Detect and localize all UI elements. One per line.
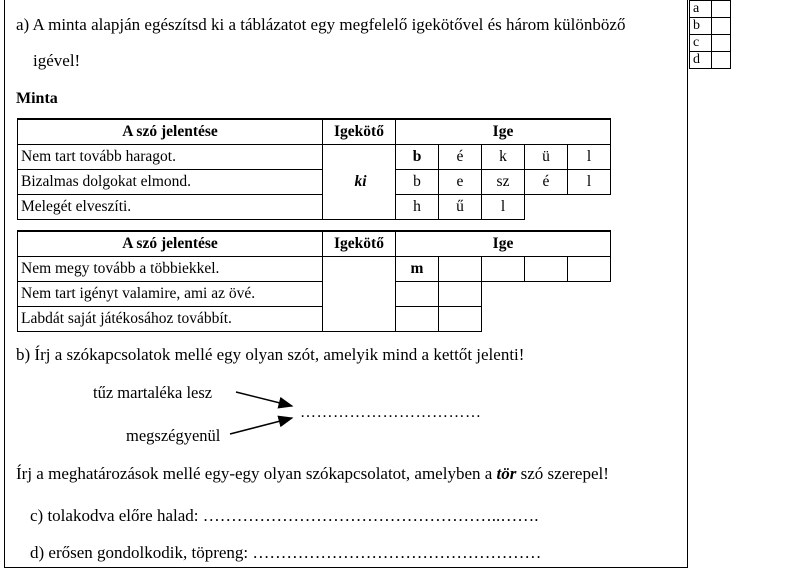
- letter-cell: b: [396, 145, 439, 170]
- header-verb: Ige: [396, 231, 611, 257]
- score-label-c: c: [690, 35, 712, 52]
- letter-cell: ü: [525, 145, 568, 170]
- meaning-cell: Labdát saját játékosához továbbít.: [18, 307, 323, 332]
- header-verb: Ige: [396, 119, 611, 145]
- score-label-a: a: [690, 1, 712, 18]
- meaning-cell: Nem tart tovább haragot.: [18, 145, 323, 170]
- task-a-instruction-cont: igével!: [33, 51, 81, 70]
- phrase-1: tűz martaléka lesz: [93, 383, 213, 402]
- task-c-line[interactable]: c) tolakodva előre halad: ……………………………………………..…….: [30, 506, 539, 525]
- letter-cell: l: [568, 145, 611, 170]
- letter-cell: e: [439, 170, 482, 195]
- score-label-d: d: [690, 52, 712, 69]
- phrase-2: megszégyenül: [126, 426, 221, 445]
- task-d-line[interactable]: d) erősen gondolkodik, töpreng: ……………………………………………: [30, 543, 542, 562]
- task-b-instruction: b) Írj a szókapcsolatok mellé egy olyan szót, amelyik mind a kettőt jelenti!: [16, 345, 525, 364]
- letter-cell: h: [396, 195, 439, 220]
- letter-cell: m: [396, 257, 439, 282]
- meaning-cell: Nem tart igényt valamire, ami az övé.: [18, 282, 323, 307]
- arrow-1: [236, 392, 292, 406]
- letter-cell: é: [525, 170, 568, 195]
- prefix-cell: ki: [323, 145, 396, 220]
- sample-label: Minta: [16, 90, 58, 107]
- task-a-instruction: a) A minta alapján egészítsd ki a táblázatot egy megfelelő igekötővel és három különböző: [16, 15, 626, 34]
- meaning-cell: Bizalmas dolgokat elmond.: [18, 170, 323, 195]
- header-prefix: Igekötő: [323, 119, 396, 145]
- letter-cell: sz: [482, 170, 525, 195]
- meaning-cell: Nem megy tovább a többiekkel.: [18, 257, 323, 282]
- header-meaning: A szó jelentése: [18, 119, 323, 145]
- letter-cell: k: [482, 145, 525, 170]
- score-label-b: b: [690, 18, 712, 35]
- letter-cell: b: [396, 170, 439, 195]
- letter-cell: é: [439, 145, 482, 170]
- task-cd-prompt-start: Írj a meghatározások mellé egy-egy olyan szókapcsolatot, amelyben a: [16, 464, 497, 483]
- letter-cell: l: [568, 170, 611, 195]
- task-cd-prompt-end: szó szerepel!: [516, 464, 609, 483]
- header-meaning: A szó jelentése: [18, 231, 323, 257]
- task-cd-instruction: [16, 464, 609, 484]
- meaning-cell: Melegét elveszíti.: [18, 195, 323, 220]
- task-cd-keyword: tör: [496, 464, 517, 483]
- letter-cell: l: [482, 195, 525, 220]
- header-prefix: Igekötő: [323, 231, 396, 257]
- answer-line-b[interactable]: ……………………………: [300, 404, 482, 421]
- letter-cell: ű: [439, 195, 482, 220]
- arrow-2: [230, 418, 292, 434]
